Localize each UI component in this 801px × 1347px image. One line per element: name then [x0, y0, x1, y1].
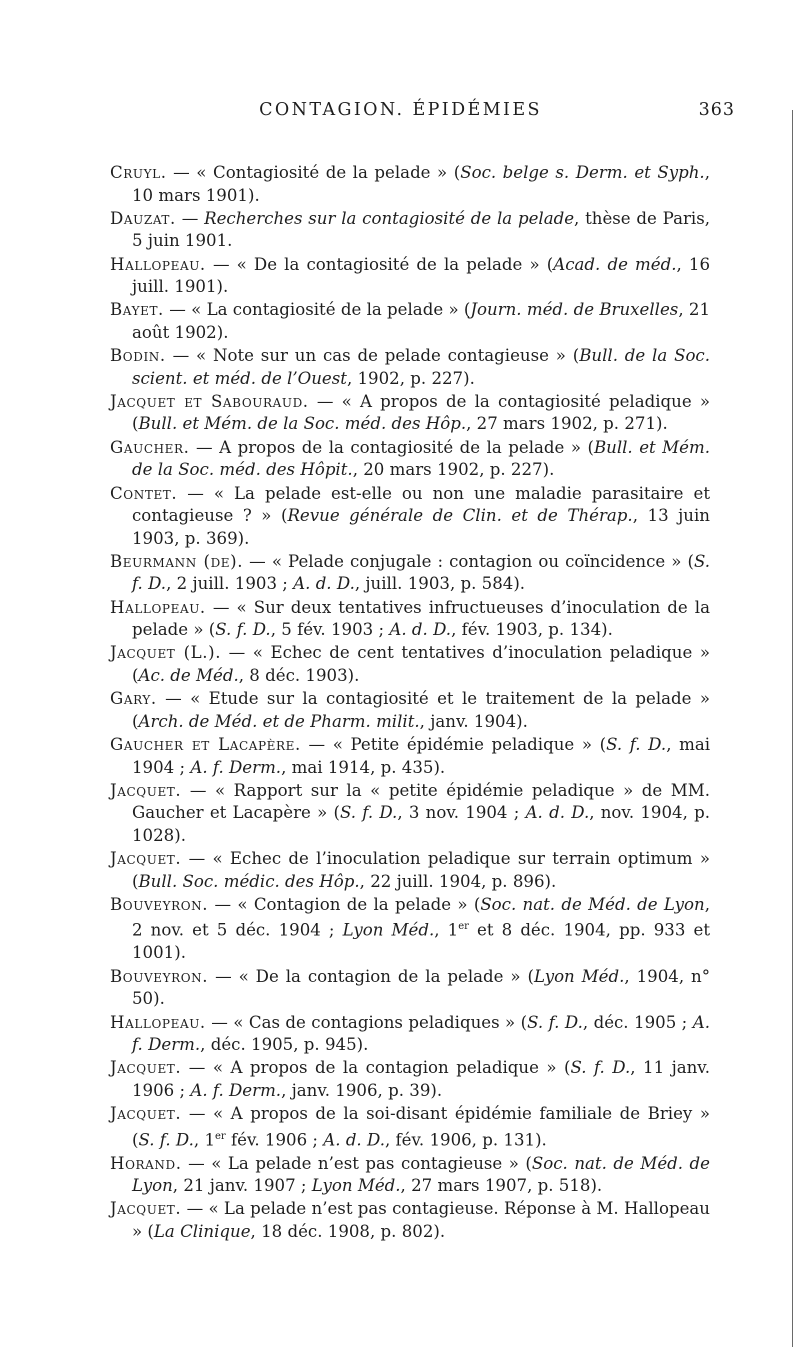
reference-text: — « Echec de l’inoculation peladique sur terrain optimum » (: [132, 849, 710, 891]
superscript: er: [215, 1130, 226, 1142]
reference-list: [110, 162, 710, 1244]
reference-source-title: S. f. D.: [215, 620, 271, 640]
reference-text: , 10 mars 1901).: [132, 163, 710, 205]
reference-source-title: Soc. nat. de Méd. de Lyon: [132, 1153, 710, 1195]
reference-entry: [110, 848, 710, 893]
reference-source-title: S. f. D.: [527, 1012, 583, 1032]
reference-text: — « La pelade n’est pas contagieuse » (: [181, 1153, 532, 1173]
reference-text: — « Contagiosité de la pelade » (: [166, 163, 461, 182]
reference-text: — « Petite épidémie peladique » (: [300, 735, 607, 755]
reference-author: Gaucher.: [110, 437, 190, 457]
reference-entry: [110, 688, 710, 733]
reference-text: , 27 mars 1907, p. 518).: [400, 1176, 603, 1195]
reference-text: , mai 1914, p. 435).: [281, 757, 446, 777]
reference-text: — « La contagiosité de la pelade » (: [163, 300, 471, 320]
reference-author: Horand.: [110, 1153, 182, 1173]
reference-author: Jacquet.: [110, 1058, 182, 1078]
reference-author: Hallopeau.: [110, 597, 206, 617]
reference-text: , juill. 1903, p. 584).: [354, 574, 526, 594]
reference-source-title: Lyon Méd.: [342, 920, 435, 940]
reference-text: , fév. 1903, p. 134).: [451, 620, 613, 640]
reference-text: , 3 nov. 1904 ;: [397, 803, 526, 823]
reference-text: , 27 mars 1902, p. 271).: [466, 414, 668, 434]
reference-text: , 1902, p. 227).: [346, 368, 475, 388]
reference-entry: [110, 780, 710, 848]
reference-source-title: Arch. de Méd. et de Pharm. milit.: [138, 711, 420, 731]
reference-source-title: Revue générale de Clin. et de Thérap.: [287, 506, 633, 526]
reference-text: , 13 juin 1903, p. 369).: [132, 506, 710, 548]
reference-text: , déc. 1905, p. 945).: [200, 1035, 369, 1055]
reference-author: Bayet.: [110, 300, 164, 320]
reference-source-title: Journ. méd. de Bruxelles: [470, 300, 679, 320]
reference-source-title: A. f. Derm.: [132, 1012, 710, 1055]
reference-entry: [110, 1057, 710, 1102]
reference-text: , janv. 1904).: [419, 711, 528, 731]
reference-text: , 2 nov. et 5 déc. 1904 ;: [132, 894, 710, 940]
reference-entry: [110, 597, 710, 642]
reference-entry: [110, 437, 710, 482]
reference-text: — A propos de la contagiosité de la pelade » (: [189, 437, 594, 457]
reference-text: — « Etude sur la contagiosité et le traitement de la pelade » (: [132, 689, 710, 731]
reference-text: , mai 1904 ;: [132, 735, 711, 777]
reference-entry: [110, 208, 710, 253]
reference-source-title: A. d. D.: [525, 803, 590, 823]
reference-source-title: S. f. D.: [132, 551, 710, 594]
reference-entry: [110, 345, 710, 390]
reference-source-title: S. f. D.: [606, 735, 667, 755]
reference-source-title: A. d. D.: [323, 1130, 385, 1150]
reference-text: — « Echec de cent tentatives d’inoculation peladique » (: [132, 643, 710, 685]
running-header: [0, 100, 801, 128]
reference-text: — « Pelade conjugale : contagion ou coïncidence » (: [243, 551, 694, 571]
reference-entry: [110, 299, 710, 344]
reference-author: Hallopeau.: [110, 254, 206, 274]
reference-entry: [110, 1153, 710, 1198]
reference-source-title: Soc. belge s. Derm. et Syph.: [460, 163, 705, 182]
reference-text: , 8 déc. 1903).: [238, 665, 360, 685]
reference-text: , 22 juill. 1904, p. 896).: [359, 871, 557, 891]
reference-author: Bouveyron.: [110, 894, 209, 914]
reference-source-title: Soc. nat. de Méd. de Lyon: [480, 894, 705, 914]
reference-entry: [110, 642, 710, 687]
reference-text: , 2 juill. 1903 ;: [166, 574, 294, 594]
reference-author: Jacquet.: [110, 849, 182, 869]
reference-source-title: Bull. et Mém. de la Soc. méd. des Hôp.: [138, 414, 467, 434]
reference-author: Bouveyron.: [110, 966, 209, 986]
reference-text: , 1904, n° 50).: [132, 966, 711, 1009]
reference-source-title: S. f. D.: [138, 1130, 194, 1150]
reference-author: Cruyl.: [110, 163, 167, 182]
reference-entry: [110, 551, 710, 596]
reference-source-title: S. f. D.: [570, 1058, 631, 1078]
reference-text: , 11 janv. 1906 ;: [132, 1058, 710, 1100]
reference-text: — « La pelade n’est pas contagieuse. Réponse à M. Hallopeau » (: [132, 1199, 710, 1241]
reference-source-title: A. f. Derm.: [190, 757, 282, 777]
reference-text: , nov. 1904, p. 1028).: [132, 803, 710, 845]
running-title: CONTAGION. ÉPIDÉMIES: [259, 100, 542, 120]
reference-source-title: Ac. de Méd.: [138, 665, 239, 685]
reference-text: , 1: [193, 1130, 216, 1150]
reference-text: , 16 juill. 1901).: [132, 254, 710, 297]
reference-author: Contet.: [110, 483, 178, 503]
reference-author: Beurmann (de).: [110, 551, 244, 571]
reference-entry: [110, 966, 710, 1011]
reference-entry: [110, 254, 710, 299]
reference-text: , 5 fév. 1903 ;: [270, 620, 390, 640]
reference-text: — « Rapport sur la « petite épidémie peladique » de MM. Gaucher et Lacapère » (: [132, 780, 710, 823]
reference-source-title: Bull. Soc. médic. des Hôp.: [138, 871, 360, 891]
reference-entry: [110, 483, 710, 551]
reference-text: — « De la contagion de la pelade » (: [208, 966, 534, 986]
reference-source-title: S. f. D.: [339, 803, 398, 823]
reference-source-title: Lyon Méd.: [533, 966, 625, 986]
reference-text: —: [175, 208, 205, 228]
reference-text: , déc. 1905 ;: [582, 1012, 693, 1032]
reference-author: Jacquet et Sabouraud.: [110, 391, 309, 411]
reference-source-title: A. d. D.: [389, 620, 452, 640]
reference-entry: [110, 894, 710, 965]
reference-author: Bodin.: [110, 346, 166, 366]
page-number: 363: [698, 100, 735, 120]
page-edge-line: [792, 110, 793, 1347]
reference-text: , 21 janv. 1907 ;: [172, 1176, 312, 1195]
reference-source-title: Acad. de méd.: [553, 254, 677, 274]
reference-text: , thèse de Paris, 5 juin 1901.: [132, 208, 710, 251]
reference-text: — « A propos de la soi-disant épidémie familiale de Briey » (: [132, 1104, 710, 1150]
reference-text: — « A propos de la contagion peladique » (: [181, 1058, 571, 1078]
superscript: er: [458, 921, 469, 933]
reference-entry: [110, 1012, 710, 1057]
reference-author: Dauzat.: [110, 208, 176, 228]
reference-text: , fév. 1906, p. 131).: [384, 1130, 547, 1150]
reference-author: Jacquet.: [110, 1104, 182, 1124]
reference-text: — « Note sur un cas de pelade contagieuse » (: [165, 346, 580, 366]
reference-text: , 20 mars 1902, p. 227).: [352, 460, 555, 480]
reference-text: fév. 1906 ;: [225, 1130, 324, 1150]
reference-source-title: La Clinique: [153, 1221, 251, 1241]
reference-source-title: Bull. et Mém. de la Soc. méd. des Hôpit.: [132, 437, 710, 480]
reference-author: Gary.: [110, 689, 157, 709]
reference-author: Jacquet (L.).: [110, 643, 222, 663]
reference-text: — « Cas de contagions peladiques » (: [205, 1012, 528, 1032]
reference-text: et 8 déc. 1904, pp. 933 et 1001).: [132, 920, 710, 963]
reference-entry: [110, 391, 710, 436]
reference-author: Jacquet.: [110, 780, 182, 800]
reference-author: Hallopeau.: [110, 1012, 206, 1032]
reference-source-title: A. d. D.: [293, 574, 355, 594]
reference-source-title: Lyon Méd.: [311, 1176, 401, 1195]
reference-text: — « A propos de la contagiosité peladique » (: [132, 391, 710, 434]
reference-text: — « Sur deux tentatives infructueuses d’inoculation de la pelade » (: [132, 597, 710, 640]
reference-source-title: Recherches sur la contagiosité de la pelade: [204, 208, 575, 228]
reference-text: — « La pelade est-elle ou non une maladie parasitaire et contagieuse ? » (: [132, 483, 710, 526]
reference-source-title: A. f. Derm.: [190, 1080, 282, 1100]
reference-entry: [110, 1198, 710, 1243]
reference-text: , 1: [434, 920, 459, 940]
reference-entry: [110, 162, 710, 207]
reference-text: — « De la contagiosité de la pelade » (: [205, 254, 554, 274]
reference-text: , 21 août 1902).: [132, 300, 710, 342]
reference-text: — « Contagion de la pelade » (: [208, 894, 481, 914]
reference-entry: [110, 734, 710, 779]
reference-author: Gaucher et Lacapère.: [110, 735, 301, 755]
reference-text: , janv. 1906, p. 39).: [281, 1080, 443, 1100]
reference-text: , 18 déc. 1908, p. 802).: [250, 1221, 446, 1241]
reference-source-title: Bull. de la Soc. scient. et méd. de l’Ouest: [132, 346, 710, 388]
reference-entry: [110, 1103, 710, 1152]
reference-author: Jacquet.: [110, 1199, 182, 1219]
